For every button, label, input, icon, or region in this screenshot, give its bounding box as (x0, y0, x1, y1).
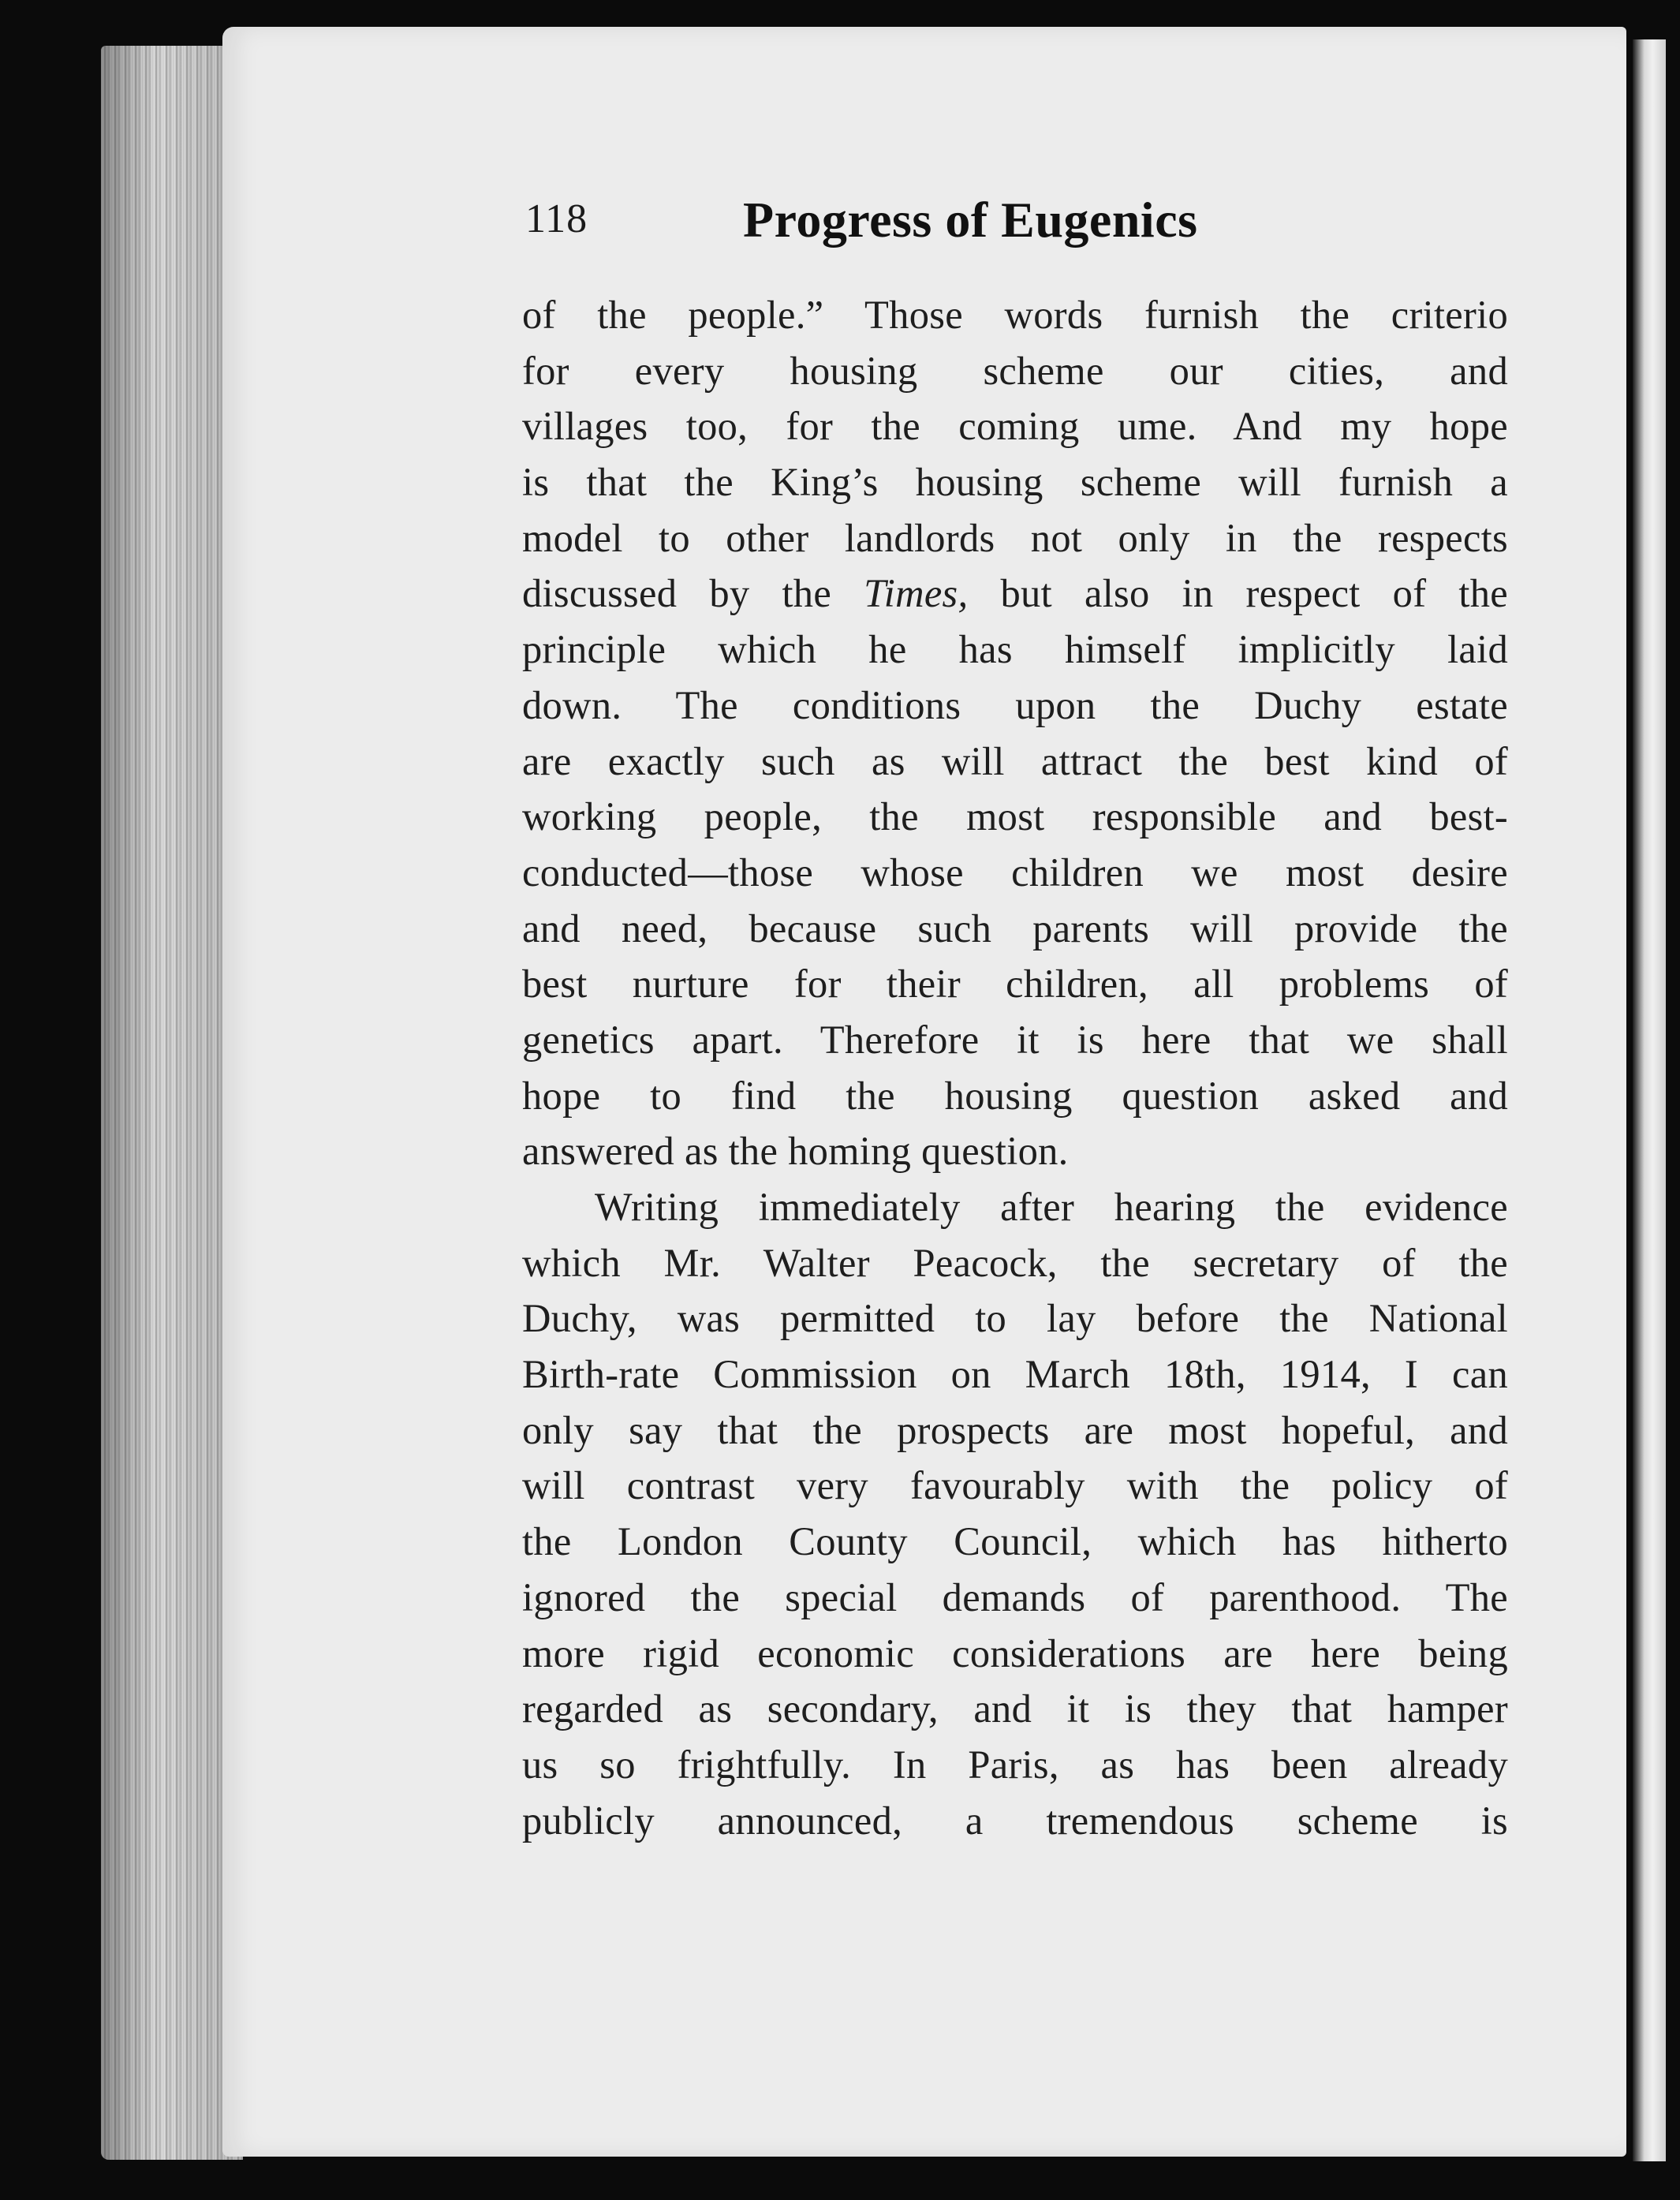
text-line: villages too, for the coming ume. And my hope (522, 404, 1508, 449)
text-line: us so frightfully. In Paris, as has been already (522, 1742, 1508, 1787)
text-line (522, 566, 1508, 622)
text-line-end: but also in respect of the (968, 571, 1508, 616)
text-line: model to other landlords not only in the respects (522, 515, 1508, 560)
text-line: ignored the special demands of parenthood. The (522, 1574, 1508, 1619)
text-line: best nurture for their children, all problems of (522, 962, 1508, 1007)
text-line: and need, because such parents will provide the (522, 906, 1508, 951)
text-line: down. The conditions upon the Duchy estate (522, 682, 1508, 727)
text-line-start: discussed by the (522, 571, 864, 616)
text-line: the London County Council, which has hitherto (522, 1519, 1508, 1564)
text-line: Duchy, was permitted to lay before the National (522, 1296, 1508, 1341)
text-line: are exactly such as will attract the best kind of (522, 738, 1508, 783)
italic-title-times: Times, (864, 571, 969, 616)
text-line: hope to find the housing question asked and (522, 1073, 1508, 1118)
text-line: genetics apart. Therefore it is here that we shall (522, 1017, 1508, 1062)
paragraph-last-line: answered as the homing question. (522, 1129, 1069, 1174)
text-line: conducted—those whose children we most desire (522, 850, 1508, 895)
page-header (525, 192, 1511, 275)
text-line: Birth-rate Commission on March 18th, 1914, I can (522, 1352, 1508, 1397)
text-line: principle which he has himself implicitly laid (522, 627, 1508, 672)
page-number: 118 (525, 196, 588, 241)
text-line: more rigid economic considerations are here being (522, 1630, 1508, 1675)
text-line: of the people.” Those words furnish the criterio (522, 293, 1508, 337)
body-text (522, 287, 1508, 1848)
text-line: regarded as secondary, and it is they that hamper (522, 1686, 1508, 1731)
text-line: for every housing scheme our cities, and (522, 348, 1508, 393)
running-head-title: Progress of Eugenics (743, 192, 1198, 248)
text-line: which Mr. Walter Peacock, the secretary of the (522, 1240, 1508, 1285)
text-line: only say that the prospects are most hopeful, and (522, 1407, 1508, 1452)
paragraph-first-line: Writing immediately after hearing the evidence (595, 1185, 1508, 1229)
text-line: is that the King’s housing scheme will furnish a (522, 460, 1508, 505)
page-edges-shadow (101, 46, 243, 2160)
text-line: will contrast very favourably with the policy of (522, 1463, 1508, 1508)
text-line: publicly announced, a tremendous scheme is (522, 1798, 1508, 1843)
text-line: working people, the most responsible and best- (522, 794, 1508, 839)
book-gutter (1633, 39, 1666, 2161)
